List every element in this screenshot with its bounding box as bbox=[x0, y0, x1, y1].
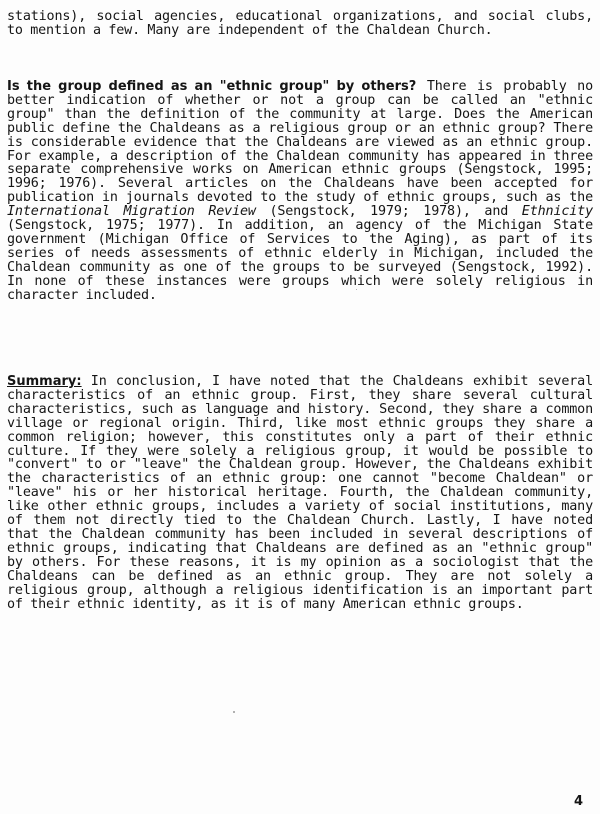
scan-speck bbox=[233, 711, 235, 713]
paragraph-text: (Sengstock, 1979; 1978), and bbox=[255, 204, 522, 220]
paragraph-ethnic-definition bbox=[7, 80, 593, 303]
paragraph-text: In conclusion, I have noted that the Chaldeans exhibit several characteristics of an ethnic group. First, they share several cultural characteristics, such as language and history. Second, they share a common village or regional origin. Third, like most ethnic groups they share a common religion; however, this constitutes only a part of their ethnic culture. If they were solely a religious group, it would be possible to "convert" to or "leave" the Chaldean group. However, the Chaldeans exhibit the characteristics of an ethnic group: one cannot "become Chaldean" or "leave" his or her historical heritage. Fourth, the Chaldean community, like other ethnic groups, includes a variety of social institutions, many of them not directly tied to the Chaldean Church. Lastly, I have noted that the Chaldean community has been included in several descriptions of ethnic groups, indicating that Chaldeans are defined as an "ethnic group" by others. For these reasons, it is my opinion as a sociologist that the Chaldeans can be defined as an ethnic group. They are not solely a religious group, although a religious identification is an important part of their ethnic identity, as it is of many American ethnic groups. bbox=[7, 374, 593, 612]
paragraph-text: stations), social agencies, educational organizations, and social clubs, to mention a few. Many are independent of the Chaldean Church. bbox=[7, 9, 593, 38]
journal-title: Ethnicity bbox=[521, 204, 594, 220]
journal-title: International Migration Review bbox=[7, 204, 256, 220]
page-number: 4 bbox=[573, 794, 583, 809]
paragraph-text: (Sengstock, 1975; 1977). In addition, an agency of the Michigan State government (Michigan Office of Services to the Aging), as part of its series of needs assessments of ethnic elderly in Michigan, included the Chaldean community as one of the groups to be surveyed (Sengstock, 1992). In none of these instances were groups which were solely religious in character included. bbox=[7, 218, 593, 303]
paragraph-text: There is probably no better indication of whether or not a group can be called an "ethnic group" than the definition of the community at large. Does the American public define the Chaldeans as a religious group or an ethnic group? There is considerable evidence that the Chaldeans are viewed as an ethnic group. For example, a description of the Chaldean community has appeared in three separate comprehensive works on American ethnic groups (Sengstock, 1995; 1996; 1976). Several articles on the Chaldeans have been accepted for publication in journals devoted to the study of ethnic groups, such as the bbox=[7, 79, 593, 206]
scan-speck bbox=[356, 289, 357, 290]
paragraph-summary bbox=[7, 375, 593, 611]
paragraph-continuation bbox=[7, 10, 593, 38]
summary-heading: Summary: bbox=[7, 374, 82, 389]
paragraph-heading: Is the group defined as an "ethnic group" by others? bbox=[7, 79, 417, 94]
